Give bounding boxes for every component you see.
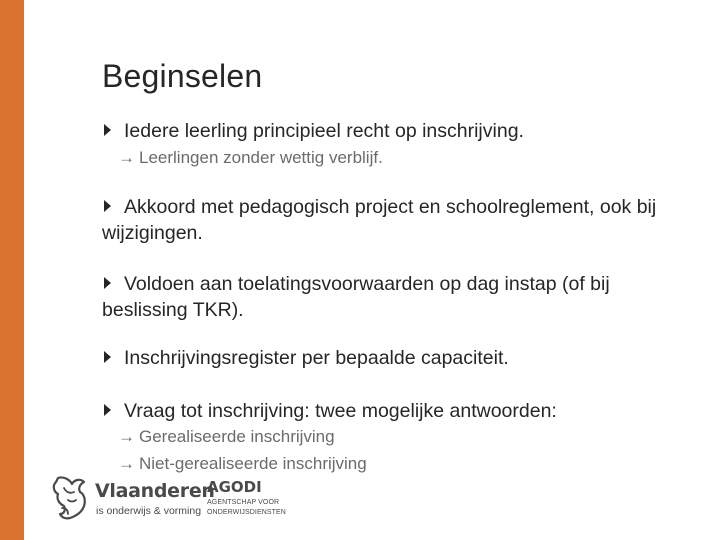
sub-bullet-text: Gerealiseerde inschrijving <box>139 427 335 446</box>
agodi-line-2: ONDERWIJSDIENSTEN <box>207 509 286 516</box>
bullet-arrow-icon <box>104 200 111 212</box>
bullet-arrow-icon <box>104 351 111 363</box>
right-arrow-icon: → <box>118 427 135 446</box>
agodi-logo <box>206 478 316 523</box>
bullet-text: Voldoen aan toelatingsvoorwaarden op dag instap (of bij beslissing TKR). <box>102 273 610 321</box>
bullet-item <box>102 194 692 246</box>
sub-bullet-text: Leerlingen zonder wettig verblijf. <box>139 148 383 167</box>
sub-bullet <box>118 426 335 448</box>
sub-bullet-text: Niet-gerealiseerde inschrijving <box>139 454 367 473</box>
right-arrow-icon: → <box>118 148 135 167</box>
bullet-item <box>102 398 692 424</box>
slide-title: Beginselen <box>102 58 263 94</box>
bullet-text: Akkoord met pedagogisch project en schoolreglement, ook bij wijzigingen. <box>102 196 657 244</box>
bullet-item <box>102 345 692 371</box>
bullet-text: Inschrijvingsregister per bepaalde capaciteit. <box>124 347 509 369</box>
vlaanderen-tagline: is onderwijs & vorming <box>96 505 202 517</box>
bullet-arrow-icon <box>104 124 111 136</box>
agodi-name: AGODI <box>207 478 262 496</box>
agodi-line-1: AGENTSCHAP VOOR <box>207 499 280 506</box>
bullet-item <box>102 271 692 323</box>
sub-bullet <box>118 147 383 169</box>
bullet-arrow-icon <box>104 404 111 416</box>
bullet-text: Iedere leerling principieel recht op inschrijving. <box>124 120 524 142</box>
bullet-item <box>102 118 692 144</box>
lion-icon <box>50 474 92 522</box>
vlaanderen-logo <box>50 474 215 524</box>
bullet-arrow-icon <box>104 277 111 289</box>
sub-bullet <box>118 453 367 475</box>
right-arrow-icon: → <box>118 454 135 473</box>
bullet-text: Vraag tot inschrijving: twee mogelijke antwoorden: <box>124 400 557 422</box>
vlaanderen-name: Vlaanderen <box>95 480 215 502</box>
accent-bar <box>0 0 24 540</box>
